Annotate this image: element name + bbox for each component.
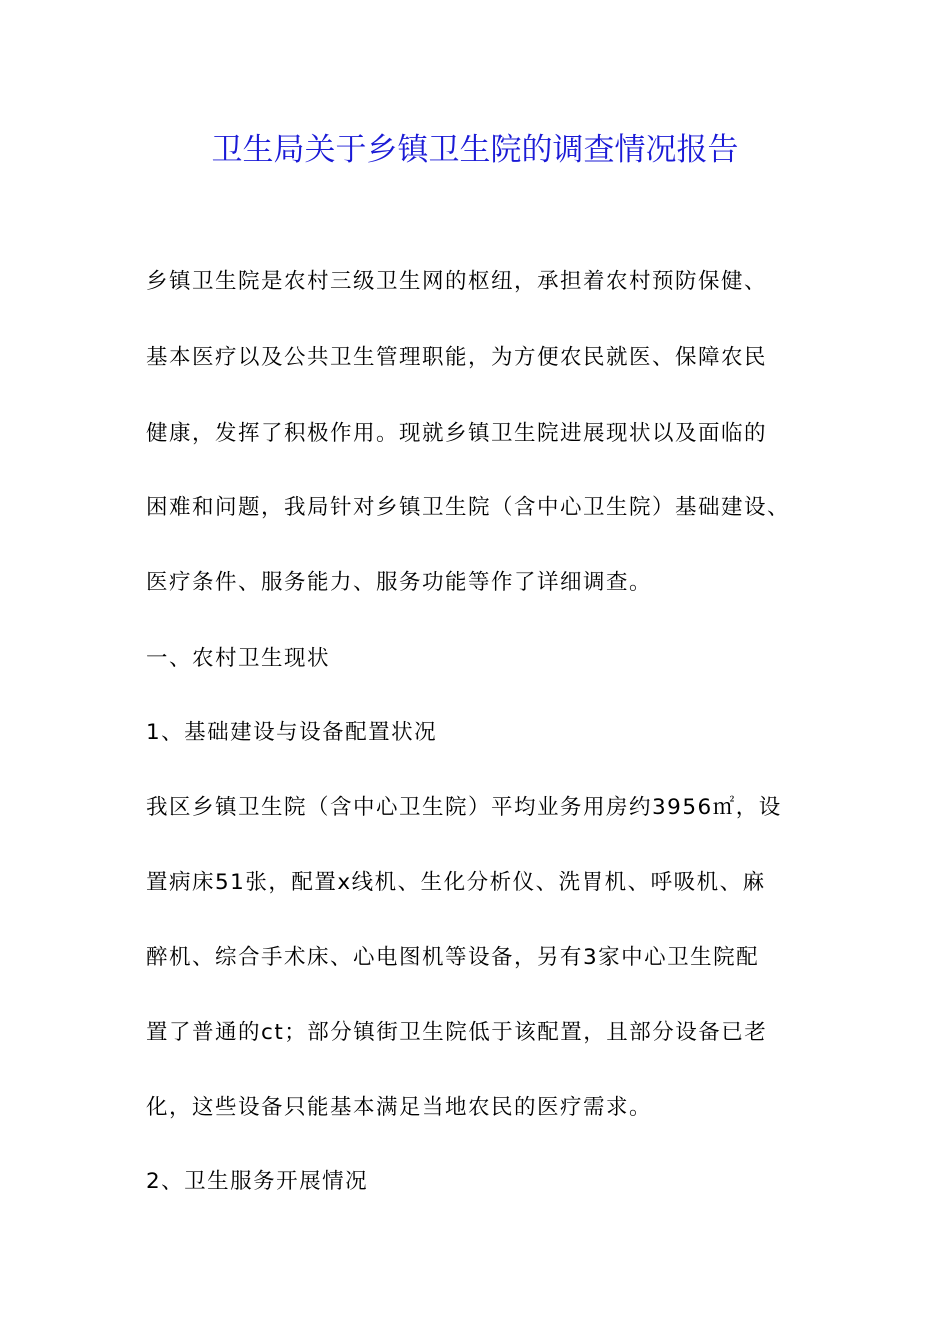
paragraph-line: 困难和问题，我局针对乡镇卫生院（含中心卫生院）基础建设、: [146, 495, 791, 520]
paragraph-line: 健康，发挥了积极作用。现就乡镇卫生院进展现状以及面临的: [146, 421, 768, 446]
paragraph-line: 乡镇卫生院是农村三级卫生网的枢纽，承担着农村预防保健、: [146, 269, 768, 294]
subsection-heading: 2、卫生服务开展情况: [146, 1169, 369, 1194]
paragraph-line: 置病床51张，配置x线机、生化分析仪、洗胃机、呼吸机、麻: [146, 870, 766, 895]
paragraph-line: 化，这些设备只能基本满足当地农民的医疗需求。: [146, 1095, 653, 1120]
paragraph-line: 醉机、综合手术床、心电图机等设备，另有3家中心卫生院配: [146, 945, 760, 970]
paragraph-line: 我区乡镇卫生院（含中心卫生院）平均业务用房约3956㎡，设: [146, 795, 782, 820]
paragraph-line: 医疗条件、服务能力、服务功能等作了详细调查。: [146, 570, 653, 595]
section-heading: 一、农村卫生现状: [146, 646, 331, 671]
paragraph-line: 置了普通的ct；部分镇街卫生院低于该配置，且部分设备已老: [146, 1020, 768, 1045]
document-title: 卫生局关于乡镇卫生院的调查情况报告: [211, 132, 739, 168]
subsection-heading: 1、基础建设与设备配置状况: [146, 720, 438, 745]
paragraph-line: 基本医疗以及公共卫生管理职能，为方便农民就医、保障农民: [146, 345, 768, 370]
